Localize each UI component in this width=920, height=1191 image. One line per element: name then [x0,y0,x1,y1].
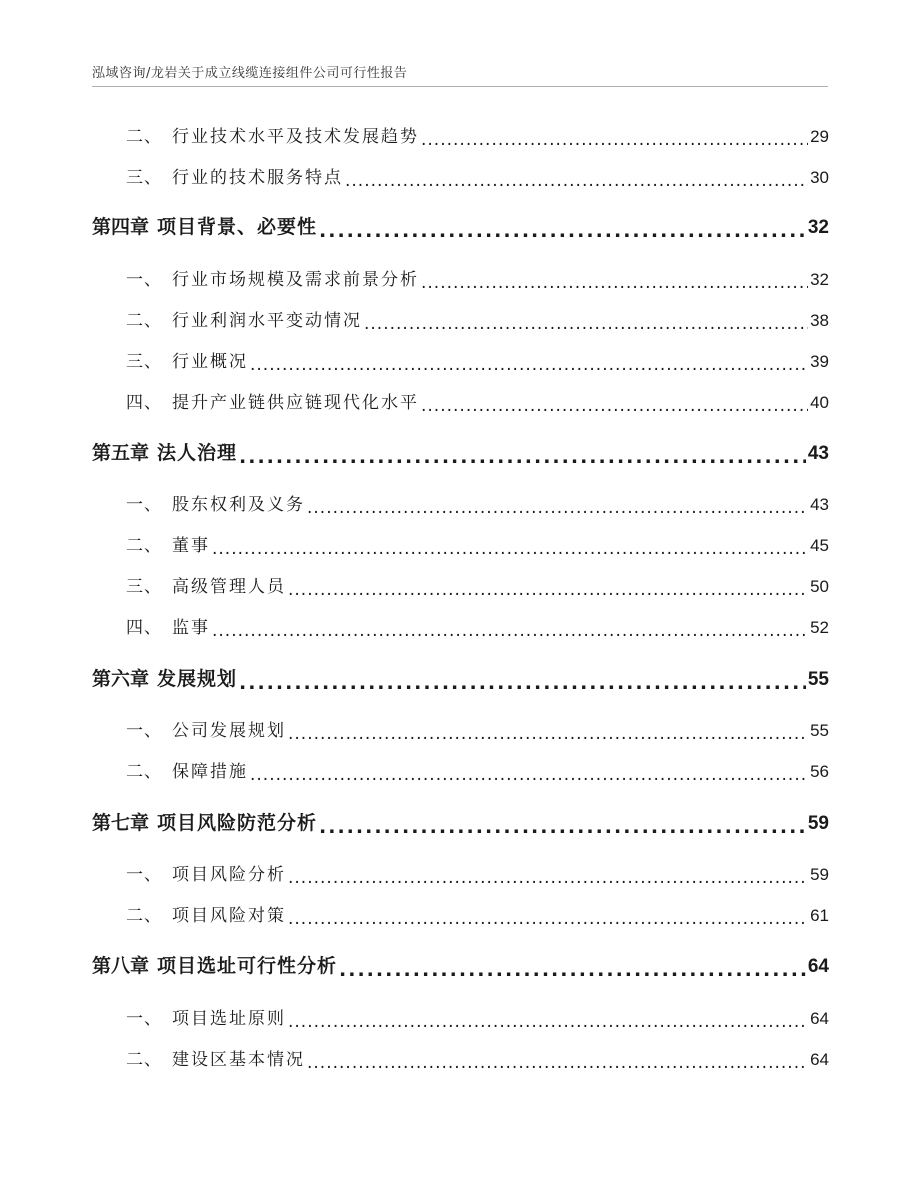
toc-entry[interactable] [92,491,829,515]
toc-leader-dots [288,868,808,885]
toc-chapter-page: 43 [807,443,829,464]
toc-entry-page: 30 [810,168,829,187]
toc-leader-dots [212,539,808,556]
toc-leader-dots [288,724,808,741]
toc-entry-number: 三、 [126,577,162,597]
toc-entry-page: 38 [810,311,829,330]
toc-entry-number: 二、 [126,536,162,556]
toc-chapter-title: 项目选址可行性分析 [157,955,338,977]
toc-entry-number: 二、 [126,762,162,782]
toc-entry[interactable] [92,573,829,597]
toc-entry[interactable] [92,307,829,331]
toc-entry[interactable] [92,389,829,413]
toc-entry-page: 52 [810,618,829,637]
toc-leader-dots [250,355,808,372]
toc-entry-number: 二、 [126,311,162,331]
toc-entry-page: 39 [810,352,829,371]
toc-entry-title: 项目风险分析 [172,865,286,885]
toc-leader-dots [364,314,808,331]
toc-chapter-page: 55 [807,669,829,690]
toc-entry-page: 61 [810,906,829,925]
toc-chapter-number: 第七章 [92,812,150,834]
toc-chapter-page: 64 [807,956,829,977]
toc-entry-title: 建设区基本情况 [172,1050,305,1070]
page-header: 泓域咨询/龙岩关于成立线缆连接组件公司可行性报告 [92,66,408,81]
toc-entry-title: 高级管理人员 [172,577,286,597]
toc-entry-title: 项目风险对策 [172,906,286,926]
toc-leader-dots [288,1012,808,1029]
toc-entry[interactable] [92,532,829,556]
toc-entry-number: 一、 [126,495,162,515]
toc-entry-number: 二、 [126,1050,162,1070]
toc-entry-page: 64 [810,1009,829,1028]
toc-chapter-number: 第四章 [92,216,150,238]
toc-leader-dots [288,909,808,926]
toc-leader-dots [339,959,806,978]
toc-entry-page: 64 [810,1050,829,1069]
toc-leader-dots [421,273,808,290]
toc-chapter-title: 项目背景、必要性 [157,216,318,238]
toc-entry[interactable] [92,348,829,372]
toc-entry[interactable] [92,123,829,147]
header-divider [92,86,828,87]
toc-chapter-number: 第八章 [92,955,150,977]
toc-entry-title: 行业利润水平变动情况 [172,311,362,331]
toc-entry-number: 一、 [126,721,162,741]
toc-leader-dots [239,672,806,691]
toc-entry[interactable] [92,164,829,188]
toc-entry[interactable] [92,861,829,885]
toc-entry-title: 监事 [172,618,210,638]
toc-chapter-entry[interactable] [92,665,829,691]
toc-entry-number: 三、 [126,352,162,372]
toc-entry-number: 三、 [126,168,162,188]
toc-chapter-title: 法人治理 [157,442,238,464]
toc-entry-number: 二、 [126,906,162,926]
toc-entry-page: 29 [810,127,829,146]
toc-chapter-entry[interactable] [92,213,829,239]
toc-entry-title: 股东权利及义务 [172,495,305,515]
toc-entry-page: 32 [810,270,829,289]
toc-entry-page: 50 [810,577,829,596]
toc-entry[interactable] [92,1005,829,1029]
toc-chapter-number: 第五章 [92,442,150,464]
toc-chapter-entry[interactable] [92,952,829,978]
toc-entry[interactable] [92,1046,829,1070]
toc-entry-number: 四、 [126,618,162,638]
toc-chapter-page: 32 [807,217,829,238]
toc-leader-dots [319,220,806,239]
toc-entry-title: 行业技术水平及技术发展趋势 [172,127,419,147]
toc-chapter-page: 59 [807,813,829,834]
toc-entry-title: 保障措施 [172,762,248,782]
toc-entry-page: 56 [810,762,829,781]
toc-entry-title: 项目选址原则 [172,1009,286,1029]
toc-entry-number: 四、 [126,393,162,413]
toc-entry-page: 55 [810,721,829,740]
toc-chapter-title: 发展规划 [157,668,238,690]
toc-entry-title: 行业市场规模及需求前景分析 [172,270,419,290]
toc-leader-dots [250,765,808,782]
toc-entry-number: 二、 [126,127,162,147]
toc-entry-number: 一、 [126,1009,162,1029]
toc-leader-dots [319,816,806,835]
toc-chapter-entry[interactable] [92,439,829,465]
toc-leader-dots [345,171,808,188]
toc-leader-dots [212,621,808,638]
toc-leader-dots [288,580,808,597]
toc-entry-title: 行业的技术服务特点 [172,168,343,188]
toc-chapter-number: 第六章 [92,668,150,690]
toc-entry-title: 提升产业链供应链现代化水平 [172,393,419,413]
toc-entry-number: 一、 [126,270,162,290]
toc-entry-page: 43 [810,495,829,514]
toc-leader-dots [421,130,808,147]
toc-entry-title: 董事 [172,536,210,556]
toc-entry-page: 40 [810,393,829,412]
toc-leader-dots [239,446,806,465]
toc-leader-dots [307,498,808,515]
toc-entry-number: 一、 [126,865,162,885]
toc-entry-title: 公司发展规划 [172,721,286,741]
toc-entry-title: 行业概况 [172,352,248,372]
toc-entry[interactable] [92,717,829,741]
toc-chapter-title: 项目风险防范分析 [157,812,318,834]
toc-leader-dots [307,1053,808,1070]
toc-entry[interactable] [92,902,829,926]
toc-entry-page: 45 [810,536,829,555]
toc-chapter-entry[interactable] [92,809,829,835]
toc-entry[interactable] [92,266,829,290]
toc-entry[interactable] [92,614,829,638]
toc-leader-dots [421,396,808,413]
toc-entry-page: 59 [810,865,829,884]
toc-entry[interactable] [92,758,829,782]
